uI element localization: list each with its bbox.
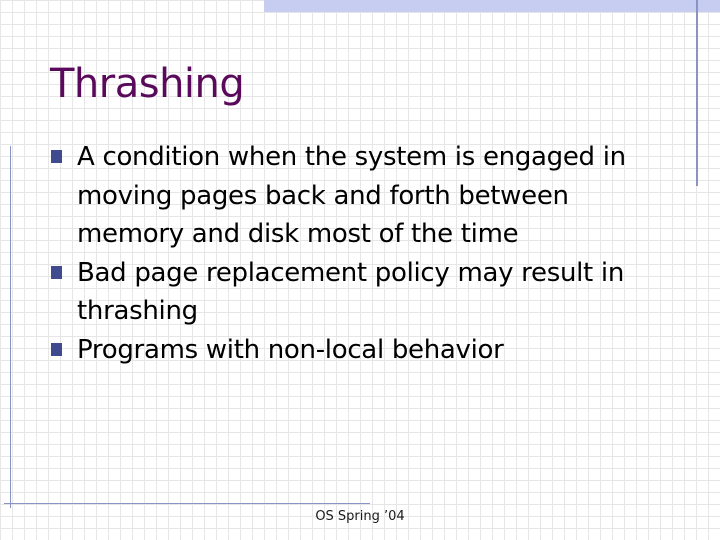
- bullet-text: Programs with non-local behavior: [77, 334, 504, 365]
- bullet-item: [0, 254, 720, 331]
- slide-footer: OS Spring ’04: [315, 509, 405, 524]
- square-bullet-icon: [51, 343, 62, 356]
- bullet-text: Bad page replacement policy may result in thrashing: [77, 257, 625, 326]
- top-accent-bar: [264, 0, 720, 12]
- bullet-text: A condition when the system is engaged in moving pages back and forth between memory and disk most of the time: [77, 142, 626, 249]
- square-bullet-icon: [51, 266, 62, 279]
- bullet-item: [0, 138, 720, 254]
- square-bullet-icon: [51, 150, 62, 163]
- bullet-list: [0, 138, 720, 369]
- bullet-item: [0, 331, 720, 370]
- bottom-accent-line: [4, 503, 370, 504]
- slide-title: Thrashing: [50, 61, 245, 107]
